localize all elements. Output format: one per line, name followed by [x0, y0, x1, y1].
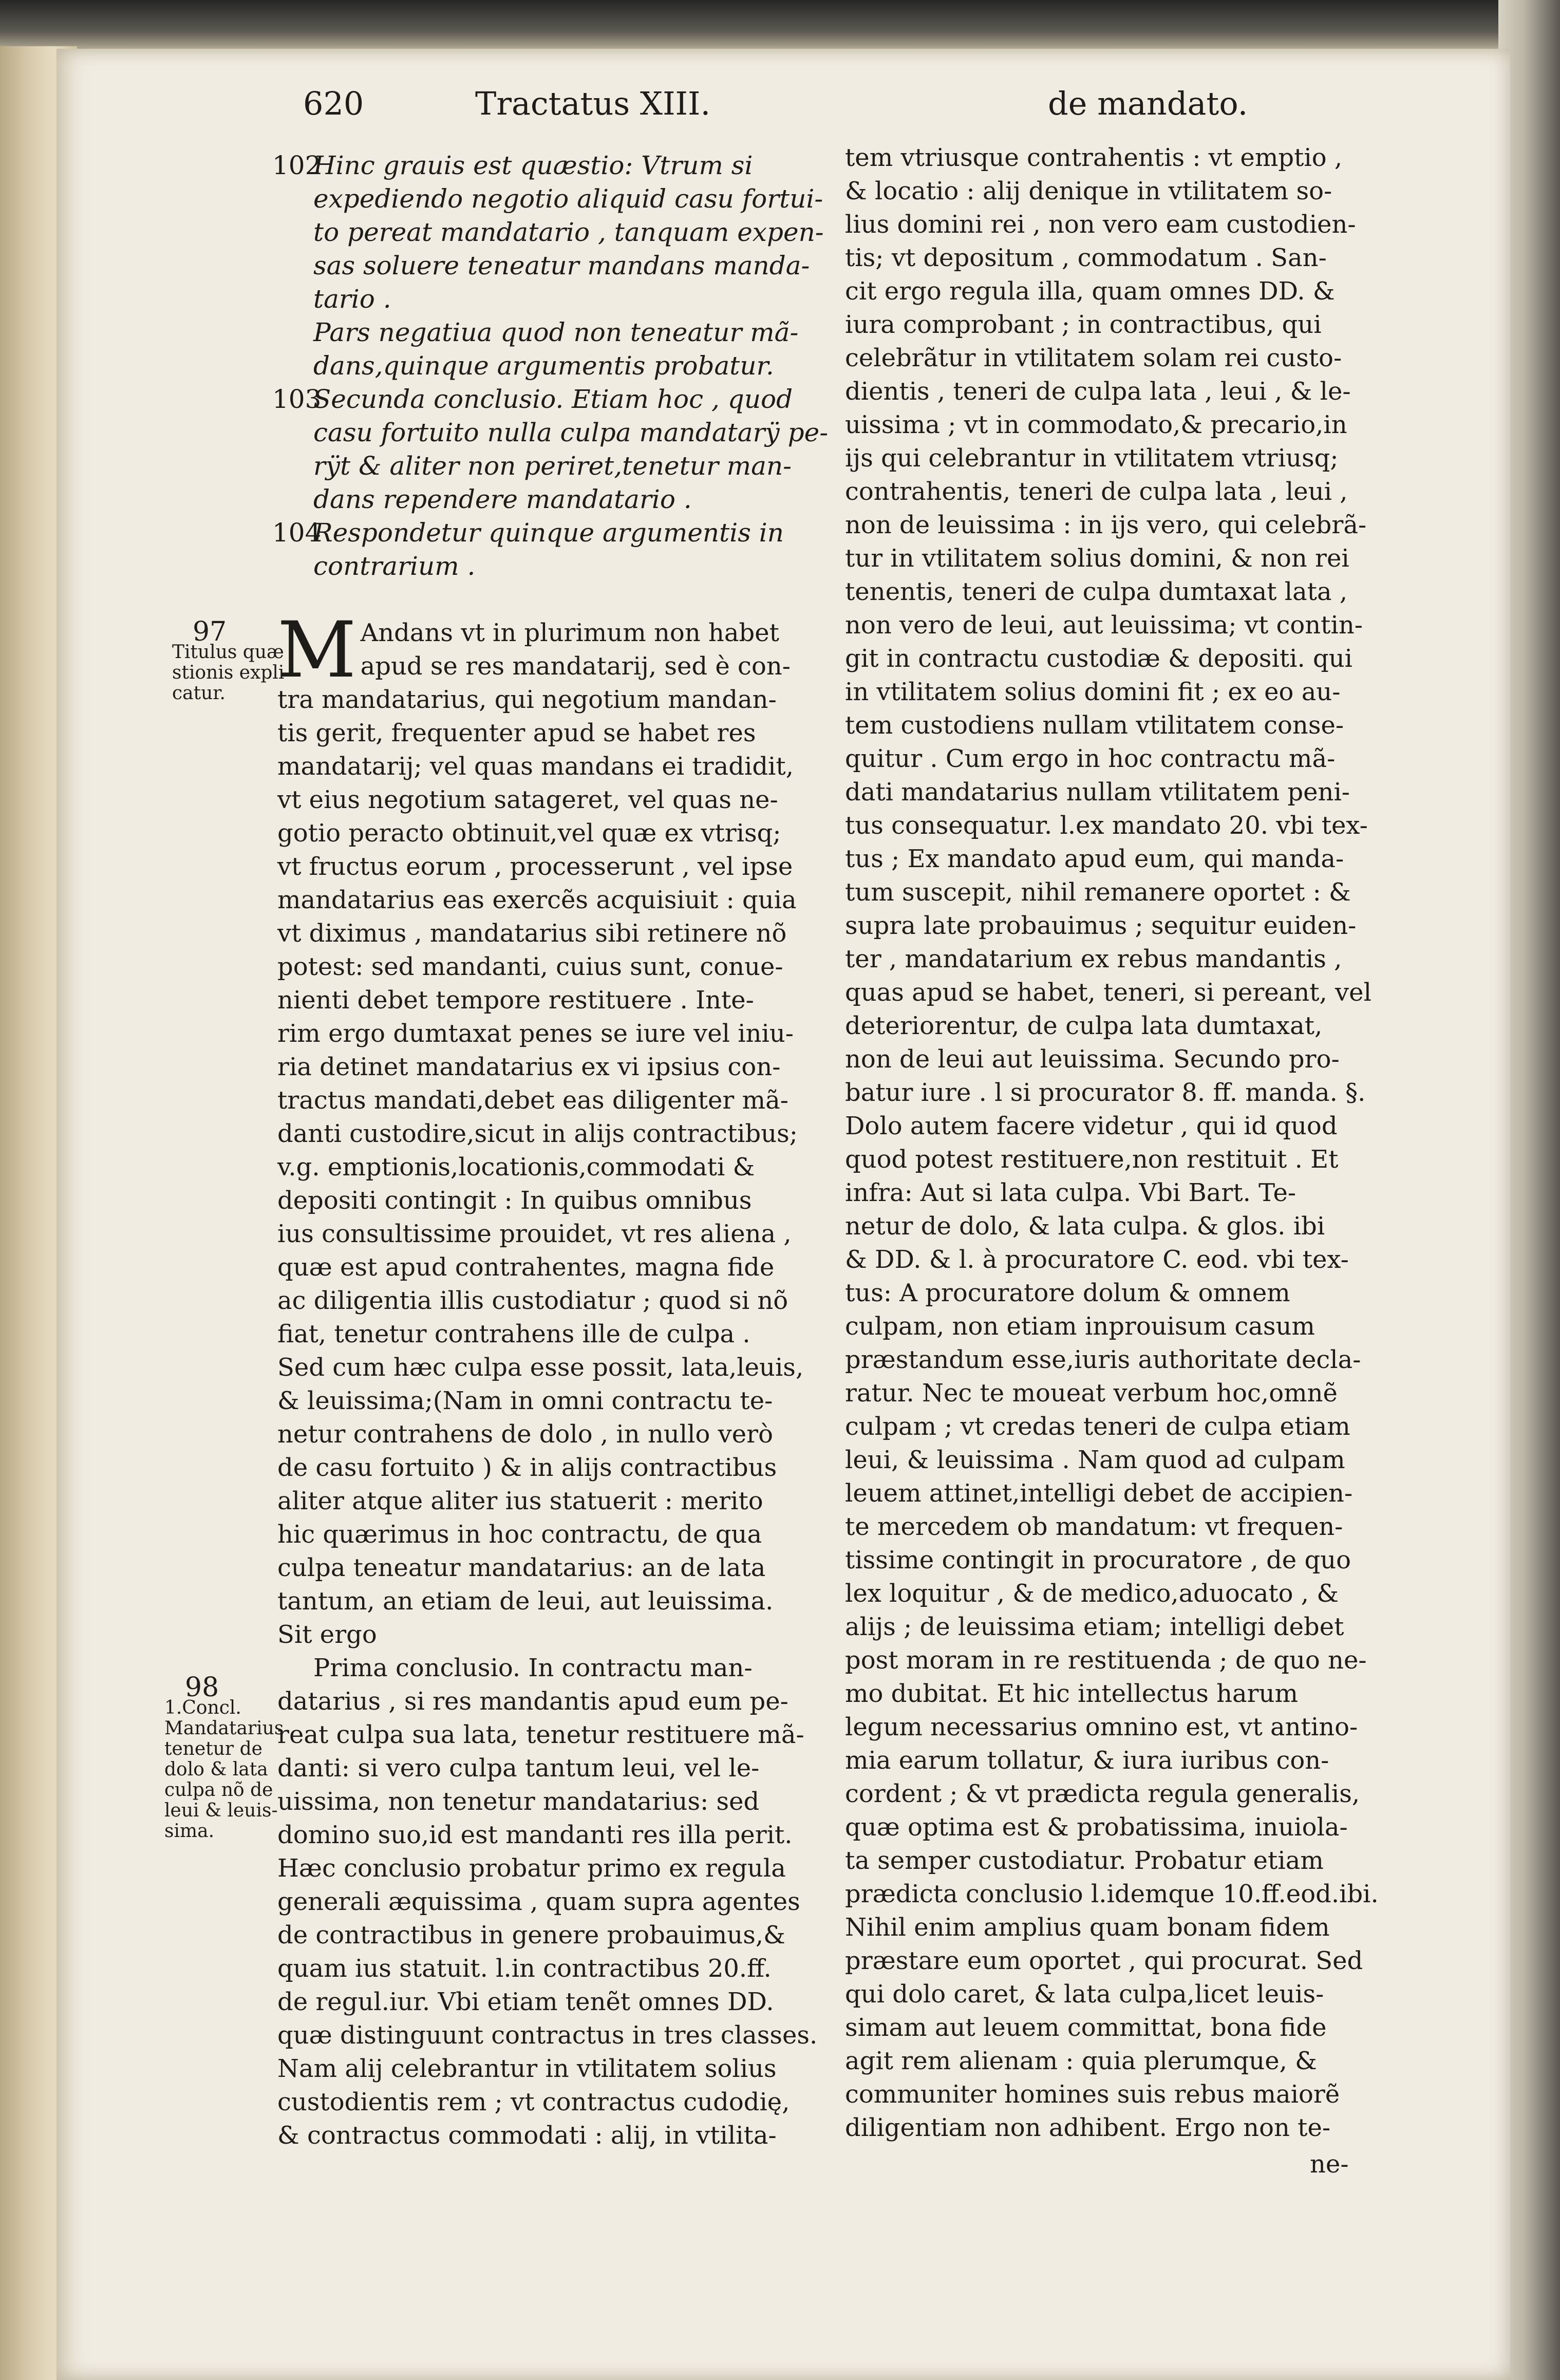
margin-note-line: 1.Concl. [164, 1697, 241, 1718]
text-line: præstandum esse,iuris authoritate decla- [845, 1345, 1361, 1374]
text-line: uissima ; vt in commodato,& precario,in [845, 410, 1347, 439]
text-line: de regul.iur. Vbi etiam tenẽt omnes DD. [277, 1988, 774, 2016]
summary-text: contrarium . [313, 551, 476, 581]
summary-line [272, 516, 828, 550]
text-line: & locatio : alij denique in vtilitatem so- [845, 177, 1332, 205]
text-line: leuem attinet,intelligi debet de accipien- [845, 1479, 1353, 1508]
text-line: tum suscepit, nihil remanere oportet : & [845, 878, 1351, 907]
text-line: in vtilitatem solius domini fit ; ex eo au- [845, 678, 1341, 706]
text-line: leui, & leuissima . Nam quod ad culpam [845, 1446, 1345, 1474]
text-line: danti custodire,sicut in alijs contractibus; [277, 1119, 798, 1148]
text-line: quod potest restituere,non restituit . Et [845, 1145, 1339, 1174]
text-line: diligentiam non adhibent. Ergo non te- [845, 2113, 1331, 2142]
text-line: infra: Aut si lata culpa. Vbi Bart. Te- [845, 1178, 1296, 1207]
text-line: datarius , si res mandantis apud eum pe- [277, 1687, 788, 1716]
text-line: batur iure . l si procurator 8. ff. manda. §. [845, 1078, 1366, 1107]
text-line: nienti debet tempore restituere . Inte- [277, 986, 754, 1015]
text-line: mandatarius eas exercẽs acquisiuit : quia [277, 886, 797, 914]
margin-note-number: 97 [193, 616, 227, 647]
text-line: tem custodiens nullam vtilitatem conse- [845, 711, 1344, 740]
summary-text: Secunda conclusio. Etiam hoc , quod [313, 384, 793, 414]
text-line: deteriorentur, de culpa lata dumtaxat, [845, 1011, 1323, 1040]
margin-note-line: tenetur de [164, 1738, 262, 1759]
left-column-text [277, 606, 884, 2152]
text-line: lius domini rei , non vero eam custodien- [845, 210, 1356, 239]
text-line: git in contractu custodiæ & depositi. qui [845, 644, 1352, 673]
text-line: domino suo,id est mandanti res illa perit. [277, 1821, 793, 1849]
text-line: vt fructus eorum , processerunt , vel ipse [277, 852, 793, 881]
text-line: quæ distinguunt contractus in tres classes. [277, 2021, 818, 2050]
summary-text: rÿt & aliter non periret,tenetur man- [313, 451, 792, 481]
summary-line [272, 216, 828, 249]
summary-text: sas soluere teneatur mandans manda- [313, 251, 810, 280]
text-line: netur contrahens de dolo , in nullo verò [277, 1420, 774, 1449]
text-line: uissima, non tenetur mandatarius: sed [277, 1787, 760, 1816]
text-line: ta semper custodiatur. Probatur etiam [845, 1846, 1324, 1875]
text-line: reat culpa sua lata, tenetur restituere mã- [277, 1720, 804, 1749]
text-line: ijs qui celebrantur in vtilitatem vtriusq; [845, 444, 1339, 473]
text-line: cordent ; & vt prædicta regula generalis, [845, 1779, 1360, 1808]
text-line: post moram in re restituenda ; de quo ne- [845, 1646, 1367, 1675]
text-line: tus ; Ex mandato apud eum, qui manda- [845, 845, 1344, 873]
text-line: lex loquitur , & de medico,aduocato , & [845, 1579, 1339, 1608]
summary-line [272, 383, 828, 416]
text-line: netur de dolo, & lata culpa. & glos. ibi [845, 1212, 1325, 1241]
text-line: dientis , teneri de culpa lata , leui , & le- [845, 377, 1351, 406]
right-column-text [845, 141, 1379, 2145]
margin-note-line: catur. [172, 683, 225, 704]
text-line: tractus mandati,debet eas diligenter mã- [277, 1086, 788, 1115]
text-line: de contractibus in genere probauimus,& [277, 1921, 785, 1950]
text-line: culpam, non etiam inprouisum casum [845, 1312, 1315, 1341]
summary-text: Hinc grauis est quæstio: Vtrum si [313, 151, 753, 180]
text-line: tus consequatur. l.ex mandato 20. vbi tex- [845, 811, 1368, 840]
chapter-summary [272, 149, 828, 583]
running-title: Tractatus XIII. [475, 85, 711, 122]
text-line: Hæc conclusio probatur primo ex regula [277, 1854, 786, 1883]
text-line: non vero de leui, aut leuissima; vt contin- [845, 611, 1363, 640]
summary-line [272, 249, 828, 283]
text-line: legum necessarius omnino est, vt antino- [845, 1713, 1358, 1741]
margin-note-line: leui & leuis- [164, 1800, 278, 1821]
text-line: te mercedem ob mandatum: vt frequen- [845, 1512, 1343, 1541]
margin-note-line: sima. [164, 1821, 215, 1842]
text-line: rim ergo dumtaxat penes se iure vel iniu- [277, 1019, 794, 1048]
text-line: tus: A procuratore dolum & omnem [845, 1279, 1290, 1307]
text-line: non de leui aut leuissima. Secundo pro- [845, 1045, 1340, 1074]
text-line: potest: sed mandanti, cuius sunt, conue- [277, 952, 783, 981]
text-line: mia earum tollatur, & iura iuribus con- [845, 1746, 1329, 1775]
text-line: culpam ; vt credas teneri de culpa etiam [845, 1412, 1350, 1441]
summary-text: dans,quinque argumentis probatur. [313, 351, 774, 381]
text-line: fiat, tenetur contrahens ille de culpa . [277, 1320, 750, 1348]
text-line: Prima conclusio. In contractu man- [313, 1654, 753, 1682]
text-line: tem vtriusque contrahentis : vt emptio , [845, 143, 1343, 172]
text-line: cit ergo regula illa, quam omnes DD. & [845, 277, 1335, 306]
text-line: quitur . Cum ergo in hoc contractu mã- [845, 744, 1336, 773]
summary-line [272, 416, 828, 449]
text-line: tis gerit, frequenter apud se habet res [277, 719, 756, 747]
text-line: celebrãtur in vtilitatem solam rei custo- [845, 344, 1342, 372]
text-line: agit rem alienam : quia plerumque, & [845, 2047, 1317, 2075]
page-number: 620 [303, 85, 364, 122]
text-line: culpa teneatur mandatarius: an de lata [277, 1553, 766, 1582]
text-line: Dolo autem facere videtur , qui id quod [845, 1112, 1338, 1140]
summary-line [272, 550, 828, 583]
summary-line [272, 283, 828, 316]
text-line: aliter atque aliter ius statuerit : merito [277, 1487, 763, 1515]
text-line: Nihil enim amplius quam bonam fidem [845, 1913, 1330, 1942]
margin-note-number: 98 [185, 1672, 219, 1703]
text-line: & DD. & l. à procuratore C. eod. vbi tex- [845, 1245, 1349, 1274]
text-line: & leuissima;(Nam in omni contractu te- [277, 1386, 773, 1415]
book-page [57, 49, 1510, 2380]
margin-note-line: Mandatarius [164, 1718, 284, 1739]
text-line: apud se res mandatarij, sed è con- [360, 652, 791, 681]
text-line: quæ est apud contrahentes, magna fide [277, 1253, 775, 1282]
text-line: supra late probauimus ; sequitur euiden- [845, 911, 1357, 940]
text-line: generali æquissima , quam supra agentes [277, 1887, 800, 1916]
margin-note-line: dolo & lata [164, 1759, 268, 1780]
text-line: alijs ; de leuissima etiam; intelligi debet [845, 1613, 1344, 1641]
text-line: Andans vt in plurimum non habet [360, 619, 779, 647]
text-line: tantum, an etiam de leui, aut leuissima. [277, 1587, 774, 1616]
text-line: quas apud se habet, teneri, si pereant, vel [845, 978, 1371, 1007]
text-line: vt diximus , mandatarius sibi retinere nõ [277, 919, 787, 948]
dark-background-top [0, 0, 1560, 54]
text-line: tenentis, teneri de culpa dumtaxat lata , [845, 577, 1348, 606]
text-line: Nam alij celebrantur in vtilitatem solius [277, 2054, 777, 2083]
text-line: non de leuissima : in ijs vero, qui celebrã- [845, 511, 1367, 539]
text-line: de casu fortuito ) & in alijs contractibus [277, 1453, 777, 1482]
text-line: dati mandatarius nullam vtilitatem peni- [845, 778, 1350, 807]
summary-text: tario . [313, 284, 391, 314]
summary-line [272, 449, 828, 483]
text-line: vt eius negotium satageret, vel quas ne- [277, 785, 778, 814]
text-line: quam ius statuit. l.in contractibus 20.ff. [277, 1954, 772, 1983]
text-line: simam aut leuem committat, bona fide [845, 2013, 1327, 2042]
text-line: mo dubitat. Et hic intellectus harum [845, 1679, 1299, 1708]
margin-note-line: culpa nõ de [164, 1779, 273, 1801]
summary-line [272, 349, 828, 383]
text-line: tur in vtilitatem solius domini, & non rei [845, 544, 1349, 573]
summary-text: casu fortuito nulla culpa mandatarÿ pe- [313, 418, 829, 447]
text-line: prædicta conclusio l.idemque 10.ff.eod.ibi. [845, 1880, 1379, 1908]
left-column-paragraph-2 [277, 1652, 884, 2152]
summary-text: to pereat mandatario , tanquam expen- [313, 217, 824, 247]
text-line: ratur. Nec te moueat verbum hoc,omnẽ [845, 1379, 1338, 1408]
text-line: tissime contingit in procuratore , de quo [845, 1546, 1351, 1575]
left-column-paragraph-1 [277, 683, 884, 1652]
margin-note-line: stionis expli- [172, 662, 291, 683]
margin-note-line: Titulus quæ [172, 642, 284, 663]
text-line: ius consultissime prouidet, vt res aliena , [277, 1220, 792, 1248]
summary-text: Pars negatiua quod non teneatur mã- [313, 317, 799, 347]
text-line: mandatarij; vel quas mandans ei tradidit, [277, 752, 794, 781]
text-line: custodientis rem ; vt contractus cudodię, [277, 2088, 790, 2116]
text-line: ter , mandatarium ex rebus mandantis , [845, 945, 1342, 973]
summary-line [272, 316, 828, 349]
text-line: communiter homines suis rebus maiorẽ [845, 2080, 1340, 2109]
text-line: tra mandatarius, qui negotium mandan- [277, 685, 777, 714]
text-line: & contractus commodati : alij, in vtilita- [277, 2121, 777, 2150]
summary-number: 103 [272, 384, 322, 414]
text-line: ac diligentia illis custodiatur ; quod si nõ [277, 1286, 788, 1315]
summary-text: dans rependere mandatario . [313, 484, 692, 514]
summary-text: expediendo negotio aliquid casu fortui- [313, 184, 823, 214]
text-line: Sit ergo [277, 1620, 377, 1649]
text-line: tis; vt depositum , commodatum . San- [845, 243, 1327, 272]
text-line: qui dolo caret, & lata culpa,licet leuis- [845, 1980, 1324, 2009]
text-line: danti: si vero culpa tantum leui, vel le- [277, 1754, 760, 1783]
text-line: præstare eum oportet , qui procurat. Sed [845, 1946, 1363, 1975]
summary-line [272, 149, 828, 182]
running-section: de mandato. [1048, 85, 1248, 122]
text-line: quæ optima est & probatissima, inuiola- [845, 1813, 1348, 1842]
summary-line [272, 182, 828, 216]
text-line: depositi contingit : In quibus omnibus [277, 1186, 752, 1215]
summary-number: 102 [272, 151, 322, 180]
text-line: ria detinet mandatarius ex vi ipsius con- [277, 1053, 781, 1081]
text-line: Sed cum hæc culpa esse possit, lata,leuis, [277, 1353, 804, 1382]
catchword: ne- [1310, 2150, 1349, 2179]
text-line: gotio peracto obtinuit,vel quæ ex vtrisq; [277, 819, 781, 848]
summary-line [272, 483, 828, 516]
margin-note-98 [164, 1672, 284, 1842]
text-line: hic quærimus in hoc contractu, de qua [277, 1520, 762, 1549]
text-line: iura comprobant ; in contractibus, qui [845, 310, 1322, 339]
text-line: contrahentis, teneri de culpa lata , leui , [845, 477, 1348, 506]
summary-text: Respondetur quinque argumentis in [313, 518, 784, 548]
drop-capital: M [277, 606, 356, 695]
margin-note-97 [172, 616, 291, 704]
summary-number: 104 [272, 518, 322, 548]
text-line: v.g. emptionis,locationis,commodati & [277, 1153, 755, 1182]
